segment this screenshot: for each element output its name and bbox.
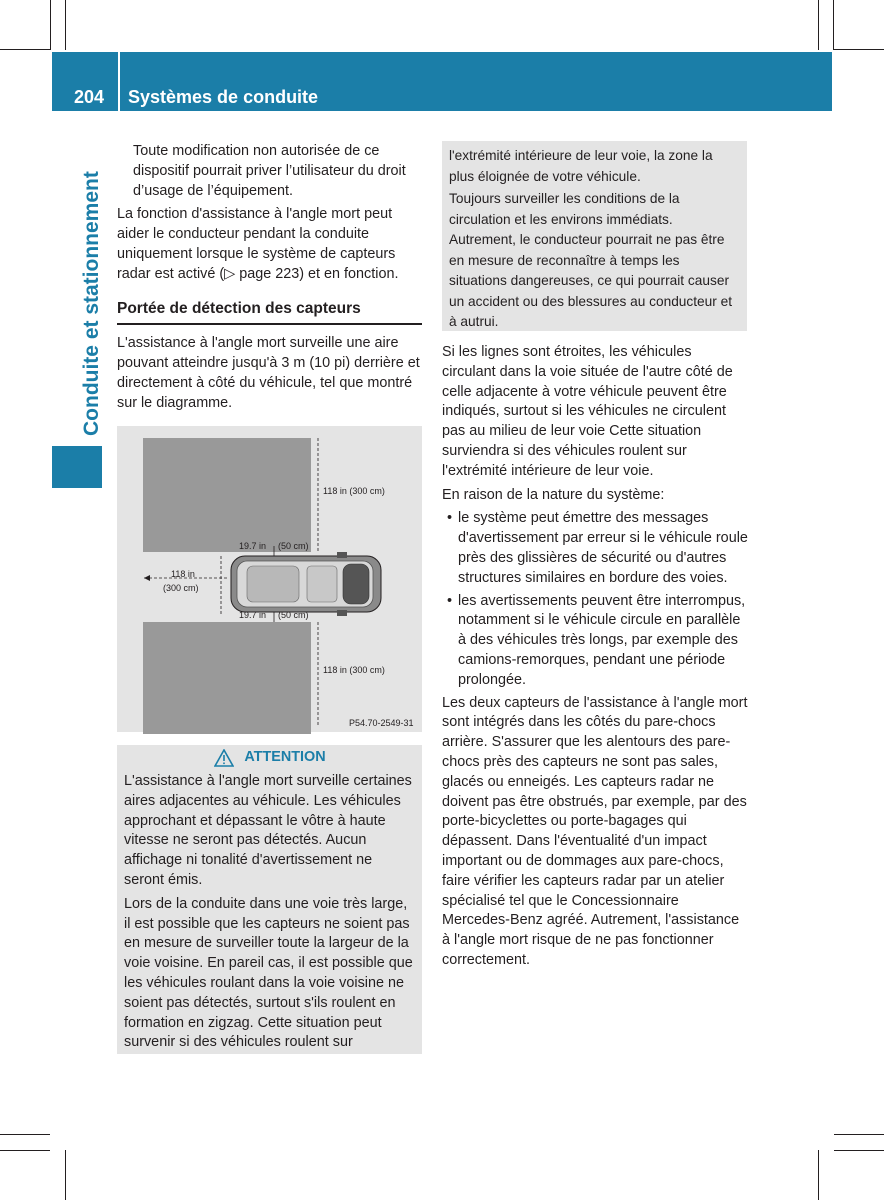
right-column bbox=[442, 343, 748, 975]
section-heading: Portée de détection des capteurs bbox=[117, 299, 422, 326]
right-paragraph-2: En raison de la nature du système: bbox=[442, 486, 665, 503]
right-paragraph-3: Les deux capteurs de l'assistance à l'angle mort sont intégrés dans les côtés du pare-chocs arrière. S'assurer que les alentours des pare-chocs près des capteurs ne sont pas sales, glacés ou enneigés. Les capteurs radar ne doivent pas être obstrués, par exemple, par des porte-bicyclettes ou porte-bagages qui dépassent. Dans l'éventualité d'un impact important ou de dommages aux pare-chocs, faire vérifier les capteurs radar par un atelier spécialisé tel que le Concessionnaire Mercedes-Benz agréé. Autrement, l'assistance à l'angle mort risque de ne pas fonctionner correctement. bbox=[442, 694, 748, 968]
list-item bbox=[442, 509, 748, 588]
section-paragraph: L'assistance à l'angle mort surveille une aire pouvant atteindre jusqu'à 3 m (10 pi) derrière et directement à côté du véhicule, tel que montré sur le diagramme. bbox=[117, 335, 420, 411]
crop-mark bbox=[50, 0, 51, 50]
top-gap-label: 19.7 in bbox=[239, 541, 267, 551]
side-range-cm-label: (300 cm) bbox=[163, 583, 199, 593]
figure-code: P54.70-2549-31 bbox=[349, 718, 414, 728]
side-tab-label: Conduite et stationnement bbox=[80, 171, 103, 436]
crop-mark bbox=[0, 1134, 50, 1135]
crop-mark bbox=[65, 0, 66, 50]
bottom-gap-label: 19.7 in bbox=[239, 610, 267, 620]
top-range-label: 118 in (300 cm) bbox=[323, 486, 385, 496]
page-number: 204 bbox=[74, 87, 105, 107]
bullet-dot: • bbox=[447, 510, 453, 527]
crop-mark bbox=[833, 0, 834, 50]
bullet-dot: • bbox=[447, 592, 453, 609]
crop-mark bbox=[818, 1150, 819, 1200]
crop-mark bbox=[0, 49, 50, 50]
attention-paragraph-2: Lors de la conduite dans une voie très large, il est possible que les capteurs ne soient pas en mesure de surveiller toute la largeur de la voie voisine. En pareil cas, il est possible que les véhicules roulant dans la voie voisine ne soient pas détectés, surtout s'ils roulent en formation en zigzag. Cette situation peut survenir si des véhicules roulent sur bbox=[124, 895, 413, 1051]
intro-indented-text: Toute modification non autorisée de ce dispositif pourrait priver l’utilisateur du droit d’usage de l’équipement. bbox=[133, 143, 406, 199]
attention-title: ATTENTION bbox=[244, 749, 326, 766]
list-item bbox=[442, 592, 748, 691]
attention-paragraph-1: L'assistance à l'angle mort surveille certaines aires adjacentes au véhicule. Les véhicules approchant et dépassant le vôtre à haute vitesse ne seront pas détectés. Aucun affichage ni tonalité d'avertissement ne seront émis. bbox=[124, 773, 412, 888]
left-column bbox=[117, 142, 422, 418]
page-title: Systèmes de conduite bbox=[128, 87, 319, 107]
warning-triangle-icon bbox=[214, 749, 234, 767]
vehicle-icon bbox=[227, 552, 387, 618]
warning-continuation-box bbox=[442, 141, 747, 331]
bottom-gap-cm-label: (50 cm) bbox=[278, 610, 309, 620]
crop-mark bbox=[834, 1134, 884, 1135]
box-paragraph-1: l'extrémité intérieure de leur voie, la zone la plus éloignée de votre véhicule. bbox=[449, 148, 713, 184]
crop-mark bbox=[818, 0, 819, 50]
list-item-text: les avertissements peuvent être interrompus, notamment si le véhicule circule en parallèle à des véhicules très longs, par exemple des camions-remorques, pendant une période prolongée. bbox=[458, 592, 746, 688]
bottom-range-label: 118 in (300 cm) bbox=[323, 665, 385, 675]
side-tab-marker bbox=[52, 446, 102, 488]
header-divider bbox=[118, 52, 120, 111]
crop-mark bbox=[0, 1150, 50, 1151]
top-gap-cm-label: (50 cm) bbox=[278, 541, 309, 551]
crop-mark bbox=[834, 49, 884, 50]
bullet-list bbox=[442, 509, 748, 690]
right-paragraph-1: Si les lignes sont étroites, les véhicules circulant dans la voie située de l'autre côté de celle adjacente à votre véhicule peuvent être indiqués, surtout si les véhicules ne circulent pas au milieu de leur voie Cette situation surviendra si des véhicules roulent sur l'extrémité intérieure de leur voie. bbox=[442, 344, 733, 479]
attention-box bbox=[117, 745, 422, 1054]
list-item-text: le système peut émettre des messages d'avertissement par erreur si le véhicule roule près des glissières de sécurité ou d'autres structures similaires en bordure des voies. bbox=[458, 510, 748, 586]
detection-range-diagram bbox=[117, 426, 422, 732]
attention-header bbox=[124, 747, 416, 769]
box-paragraph-2: Toujours surveiller les conditions de la circulation et les environs immédiats. Autrement, le conducteur pourrait ne pas être en mesure de reconnaître à temps les situations dangereuses, ce qui pourrait causer un accident ou des blessures au conducteur et à autrui. bbox=[449, 191, 733, 329]
crop-mark bbox=[834, 1150, 884, 1151]
intro-paragraph: La fonction d'assistance à l'angle mort peut aider le conducteur pendant la conduite uniquement lorsque le système de capteurs radar est activé (▷ page 223) et en fonction. bbox=[117, 206, 399, 282]
side-range-in-label: 118 in bbox=[171, 569, 195, 579]
crop-mark bbox=[65, 1150, 66, 1200]
